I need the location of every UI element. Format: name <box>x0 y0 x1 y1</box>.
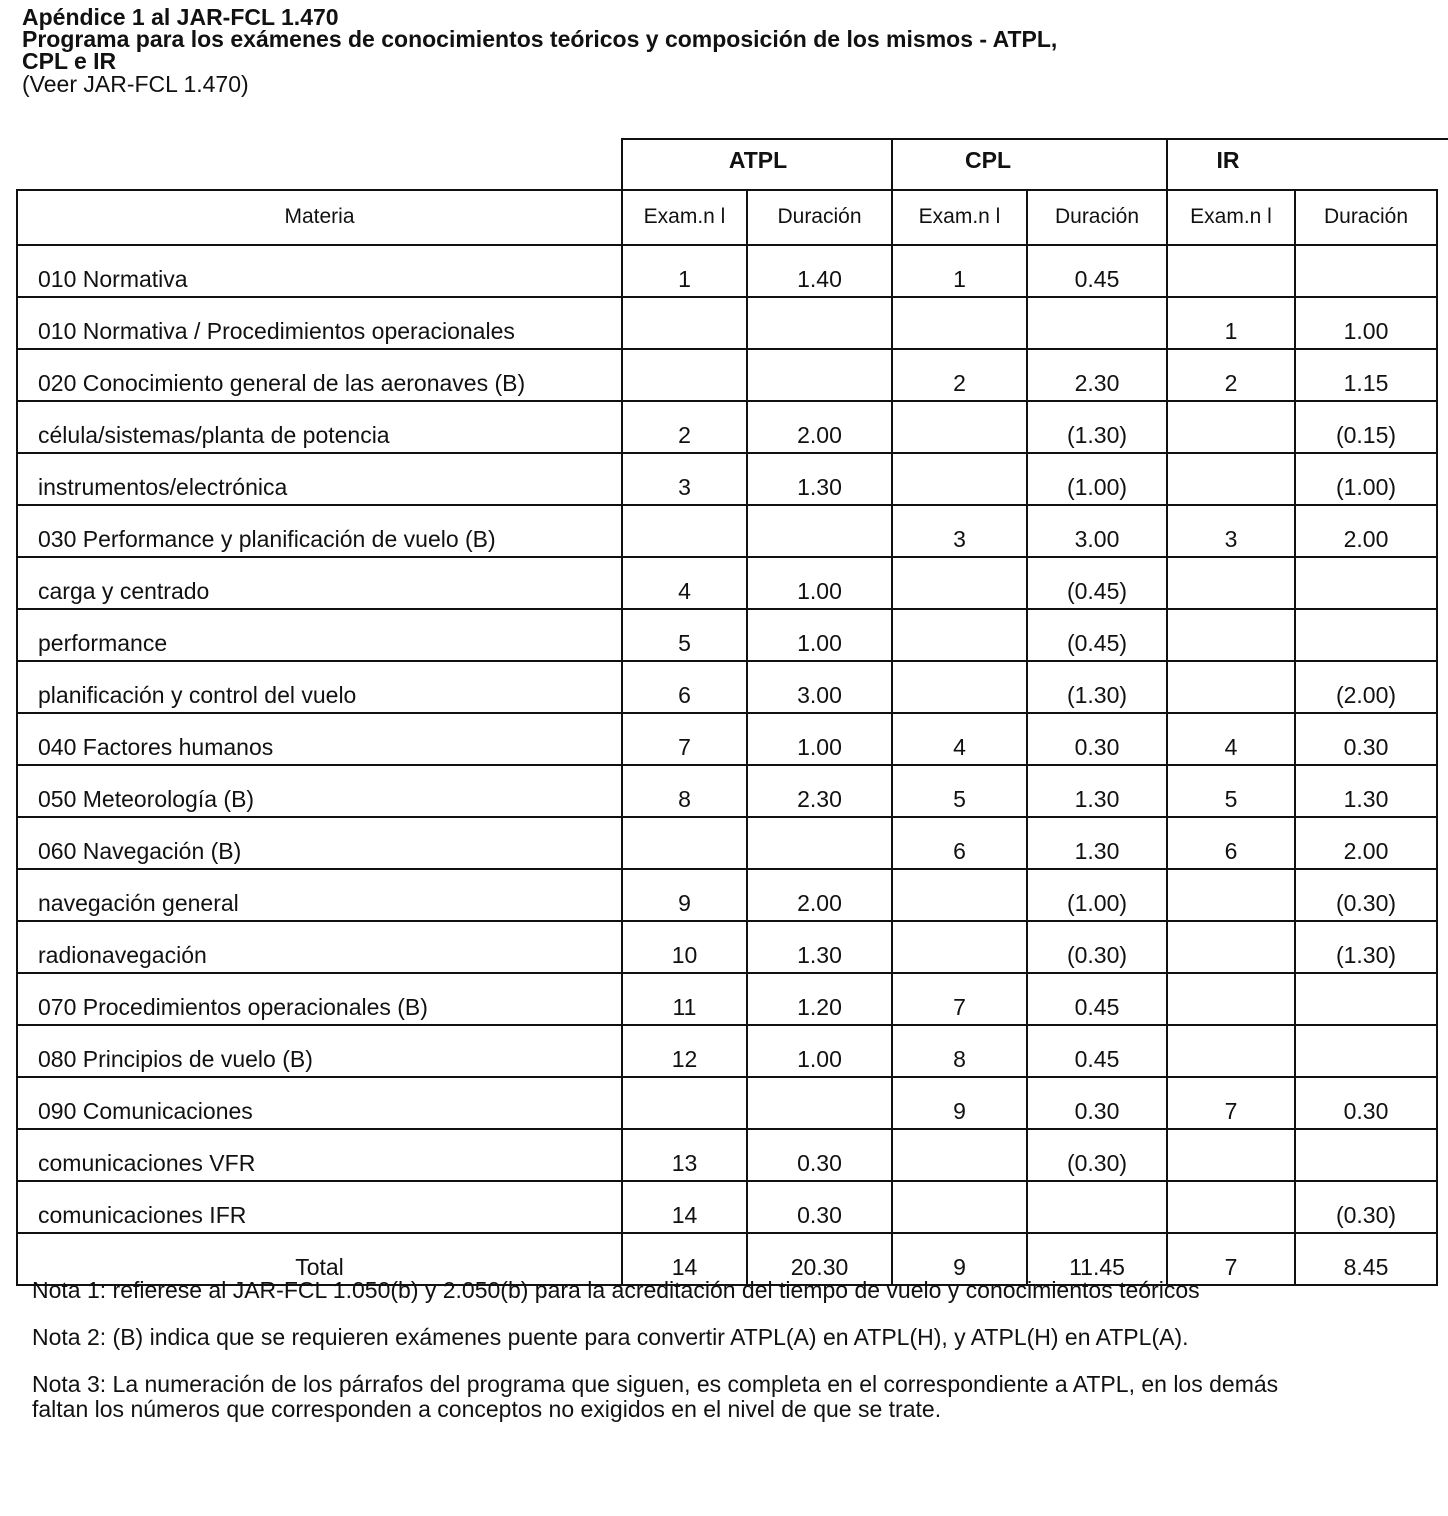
duracion-cpl-cell: (0.30) <box>1027 921 1167 973</box>
exam-atpl-cell: 10 <box>622 921 747 973</box>
note-2: Nota 2: (B) indica que se requieren exámenes puente para convertir ATPL(A) en ATPL(H), y ATPL(H) en ATPL(A). <box>32 1324 1189 1350</box>
group-cpl: CPL <box>965 147 1011 173</box>
exam-program-table <box>16 189 1438 1286</box>
table-row <box>17 1129 1437 1181</box>
materia-cell: performance <box>17 609 622 661</box>
total-duracion-atpl: 20.30 <box>747 1233 892 1285</box>
table-row <box>17 661 1437 713</box>
exam-atpl-cell: 8 <box>622 765 747 817</box>
table-row <box>17 817 1437 869</box>
duracion-cpl-cell: (1.30) <box>1027 661 1167 713</box>
reference-subtitle: (Veer JAR-FCL 1.470) <box>22 71 249 97</box>
exam-cpl-cell: 3 <box>892 505 1027 557</box>
duracion-cpl-cell: 2.30 <box>1027 349 1167 401</box>
total-exam-atpl: 14 <box>622 1233 747 1285</box>
exam-ir-cell: 5 <box>1167 765 1295 817</box>
total-label: Total <box>17 1233 622 1285</box>
exam-cpl-cell <box>892 297 1027 349</box>
exam-ir-cell: 6 <box>1167 817 1295 869</box>
exam-ir-cell: 3 <box>1167 505 1295 557</box>
duracion-cpl-cell: 1.30 <box>1027 817 1167 869</box>
exam-ir-cell <box>1167 557 1295 609</box>
duracion-atpl-cell: 1.00 <box>747 557 892 609</box>
duracion-ir-cell: (0.15) <box>1295 401 1437 453</box>
materia-cell: 040 Factores humanos <box>17 713 622 765</box>
col-duracion-ir: Duración <box>1295 190 1437 245</box>
duracion-ir-cell <box>1295 973 1437 1025</box>
exam-ir-cell <box>1167 921 1295 973</box>
duracion-ir-cell: 2.00 <box>1295 505 1437 557</box>
exam-ir-cell <box>1167 1181 1295 1233</box>
duracion-cpl-cell <box>1027 297 1167 349</box>
exam-atpl-cell: 11 <box>622 973 747 1025</box>
notes-section <box>32 1278 1282 1444</box>
duracion-cpl-cell: (1.30) <box>1027 401 1167 453</box>
exam-ir-cell: 7 <box>1167 1077 1295 1129</box>
exam-cpl-cell <box>892 921 1027 973</box>
duracion-cpl-cell: 0.30 <box>1027 713 1167 765</box>
table-row <box>17 1181 1437 1233</box>
duracion-cpl-cell: (0.45) <box>1027 557 1167 609</box>
table-row <box>17 401 1437 453</box>
program-title-line1: Programa para los exámenes de conocimientos teóricos y composición de los mismos - ATPL, <box>22 26 1058 52</box>
duracion-ir-cell: (1.00) <box>1295 453 1437 505</box>
materia-cell: 060 Navegación (B) <box>17 817 622 869</box>
table-row <box>17 245 1437 297</box>
duracion-ir-cell: 0.30 <box>1295 1077 1437 1129</box>
duracion-cpl-cell: (1.00) <box>1027 453 1167 505</box>
materia-cell: 080 Principios de vuelo (B) <box>17 1025 622 1077</box>
materia-cell: 010 Normativa / Procedimientos operacionales <box>17 297 622 349</box>
materia-cell: 070 Procedimientos operacionales (B) <box>17 973 622 1025</box>
exam-cpl-cell <box>892 1129 1027 1181</box>
group-ir: IR <box>1216 147 1240 173</box>
duracion-ir-cell: (2.00) <box>1295 661 1437 713</box>
duracion-atpl-cell <box>747 817 892 869</box>
duracion-ir-cell: (1.30) <box>1295 921 1437 973</box>
duracion-atpl-cell: 3.00 <box>747 661 892 713</box>
exam-ir-cell <box>1167 869 1295 921</box>
exam-ir-cell <box>1167 973 1295 1025</box>
table-row <box>17 973 1437 1025</box>
duracion-ir-cell <box>1295 245 1437 297</box>
duracion-atpl-cell: 1.00 <box>747 1025 892 1077</box>
duracion-cpl-cell: 0.45 <box>1027 973 1167 1025</box>
duracion-atpl-cell: 0.30 <box>747 1129 892 1181</box>
exam-ir-cell <box>1167 453 1295 505</box>
duracion-atpl-cell: 1.30 <box>747 453 892 505</box>
duracion-ir-cell: 1.00 <box>1295 297 1437 349</box>
exam-ir-cell <box>1167 401 1295 453</box>
col-duracion-atpl: Duración <box>747 190 892 245</box>
note-3: Nota 3: La numeración de los párrafos del programa que siguen, es completa en el correspondiente a ATPL, en los demás faltan los números que corresponden a conceptos no exigidos en el nivel de que se trate. <box>32 1371 1279 1422</box>
materia-cell: comunicaciones IFR <box>17 1181 622 1233</box>
exam-ir-cell: 2 <box>1167 349 1295 401</box>
duracion-cpl-cell: 0.45 <box>1027 1025 1167 1077</box>
exam-cpl-cell <box>892 869 1027 921</box>
column-header-row <box>17 190 1437 245</box>
exam-cpl-cell: 4 <box>892 713 1027 765</box>
duracion-atpl-cell: 0.30 <box>747 1181 892 1233</box>
duracion-cpl-cell: (0.30) <box>1027 1129 1167 1181</box>
duracion-atpl-cell: 1.20 <box>747 973 892 1025</box>
materia-cell: planificación y control del vuelo <box>17 661 622 713</box>
duracion-ir-cell: 1.15 <box>1295 349 1437 401</box>
duracion-cpl-cell: 0.30 <box>1027 1077 1167 1129</box>
exam-atpl-cell: 5 <box>622 609 747 661</box>
duracion-cpl-cell <box>1027 1181 1167 1233</box>
materia-cell: 020 Conocimiento general de las aeronaves (B) <box>17 349 622 401</box>
exam-atpl-cell: 14 <box>622 1181 747 1233</box>
duracion-ir-cell <box>1295 557 1437 609</box>
duracion-cpl-cell: 3.00 <box>1027 505 1167 557</box>
duracion-ir-cell: 2.00 <box>1295 817 1437 869</box>
exam-ir-cell: 1 <box>1167 297 1295 349</box>
duracion-ir-cell: (0.30) <box>1295 869 1437 921</box>
table-row <box>17 297 1437 349</box>
duracion-atpl-cell <box>747 349 892 401</box>
materia-cell: instrumentos/electrónica <box>17 453 622 505</box>
exam-atpl-cell: 13 <box>622 1129 747 1181</box>
exam-ir-cell: 4 <box>1167 713 1295 765</box>
exam-ir-cell <box>1167 1129 1295 1181</box>
duracion-atpl-cell <box>747 505 892 557</box>
materia-cell: 030 Performance y planificación de vuelo (B) <box>17 505 622 557</box>
duracion-atpl-cell: 1.00 <box>747 713 892 765</box>
exam-atpl-cell: 12 <box>622 1025 747 1077</box>
table-row <box>17 869 1437 921</box>
exam-cpl-cell <box>892 401 1027 453</box>
duracion-cpl-cell: 0.45 <box>1027 245 1167 297</box>
duracion-atpl-cell: 2.30 <box>747 765 892 817</box>
exam-cpl-cell <box>892 609 1027 661</box>
materia-cell: 090 Comunicaciones <box>17 1077 622 1129</box>
table-row <box>17 557 1437 609</box>
materia-cell: carga y centrado <box>17 557 622 609</box>
col-materia: Materia <box>17 190 622 245</box>
exam-atpl-cell: 9 <box>622 869 747 921</box>
table-row <box>17 1025 1437 1077</box>
exam-atpl-cell <box>622 505 747 557</box>
total-duracion-ir: 8.45 <box>1295 1233 1437 1285</box>
table-row <box>17 453 1437 505</box>
exam-ir-cell <box>1167 609 1295 661</box>
exam-cpl-cell: 6 <box>892 817 1027 869</box>
duracion-atpl-cell: 2.00 <box>747 869 892 921</box>
exam-atpl-cell: 7 <box>622 713 747 765</box>
col-duracion-cpl: Duración <box>1027 190 1167 245</box>
total-exam-cpl: 9 <box>892 1233 1027 1285</box>
table-row <box>17 1077 1437 1129</box>
exam-cpl-cell: 7 <box>892 973 1027 1025</box>
materia-cell: 050 Meteorología (B) <box>17 765 622 817</box>
duracion-atpl-cell: 2.00 <box>747 401 892 453</box>
exam-cpl-cell <box>892 557 1027 609</box>
materia-cell: radionavegación <box>17 921 622 973</box>
exam-atpl-cell <box>622 817 747 869</box>
exam-ir-cell <box>1167 245 1295 297</box>
duracion-cpl-cell: 1.30 <box>1027 765 1167 817</box>
col-exam-atpl: Exam.n l <box>622 190 747 245</box>
table-row <box>17 349 1437 401</box>
col-exam-cpl: Exam.n l <box>892 190 1027 245</box>
table-row <box>17 921 1437 973</box>
table-row <box>17 609 1437 661</box>
table-body <box>17 245 1437 1285</box>
program-title-line2: CPL e IR <box>22 48 117 74</box>
materia-cell: 010 Normativa <box>17 245 622 297</box>
exam-cpl-cell: 8 <box>892 1025 1027 1077</box>
table-row <box>17 713 1437 765</box>
exam-atpl-cell: 4 <box>622 557 747 609</box>
duracion-ir-cell: 1.30 <box>1295 765 1437 817</box>
total-duracion-cpl: 11.45 <box>1027 1233 1167 1285</box>
duracion-atpl-cell: 1.30 <box>747 921 892 973</box>
exam-atpl-cell: 1 <box>622 245 747 297</box>
exam-cpl-cell: 1 <box>892 245 1027 297</box>
duracion-ir-cell <box>1295 1129 1437 1181</box>
duracion-ir-cell: (0.30) <box>1295 1181 1437 1233</box>
exam-ir-cell <box>1167 1025 1295 1077</box>
document-header <box>22 6 1422 97</box>
duracion-atpl-cell: 1.00 <box>747 609 892 661</box>
duracion-ir-cell: 0.30 <box>1295 713 1437 765</box>
exam-atpl-cell: 2 <box>622 401 747 453</box>
exam-atpl-cell <box>622 297 747 349</box>
exam-atpl-cell: 3 <box>622 453 747 505</box>
exam-cpl-cell: 9 <box>892 1077 1027 1129</box>
duracion-cpl-cell: (0.45) <box>1027 609 1167 661</box>
exam-cpl-cell: 2 <box>892 349 1027 401</box>
license-group-header <box>621 138 1448 192</box>
table-row <box>17 765 1437 817</box>
total-exam-ir: 7 <box>1167 1233 1295 1285</box>
exam-atpl-cell: 6 <box>622 661 747 713</box>
materia-cell: célula/sistemas/planta de potencia <box>17 401 622 453</box>
note-1: Nota 1: refierese al JAR-FCL 1.050(b) y 2.050(b) para la acreditación del tiempo de vuelo y conocimientos teóricos <box>32 1277 1200 1303</box>
exam-cpl-cell <box>892 1181 1027 1233</box>
exam-atpl-cell <box>622 349 747 401</box>
duracion-atpl-cell <box>747 1077 892 1129</box>
duracion-ir-cell <box>1295 1025 1437 1077</box>
exam-cpl-cell <box>892 453 1027 505</box>
group-atpl: ATPL <box>728 147 788 173</box>
exam-cpl-cell: 5 <box>892 765 1027 817</box>
exam-ir-cell <box>1167 661 1295 713</box>
col-exam-ir: Exam.n l <box>1167 190 1295 245</box>
materia-cell: navegación general <box>17 869 622 921</box>
duracion-atpl-cell <box>747 297 892 349</box>
duracion-ir-cell <box>1295 609 1437 661</box>
materia-cell: comunicaciones VFR <box>17 1129 622 1181</box>
duracion-cpl-cell: (1.00) <box>1027 869 1167 921</box>
table-row <box>17 505 1437 557</box>
duracion-atpl-cell: 1.40 <box>747 245 892 297</box>
exam-cpl-cell <box>892 661 1027 713</box>
exam-atpl-cell <box>622 1077 747 1129</box>
appendix-title: Apéndice 1 al JAR-FCL 1.470 <box>22 4 339 30</box>
